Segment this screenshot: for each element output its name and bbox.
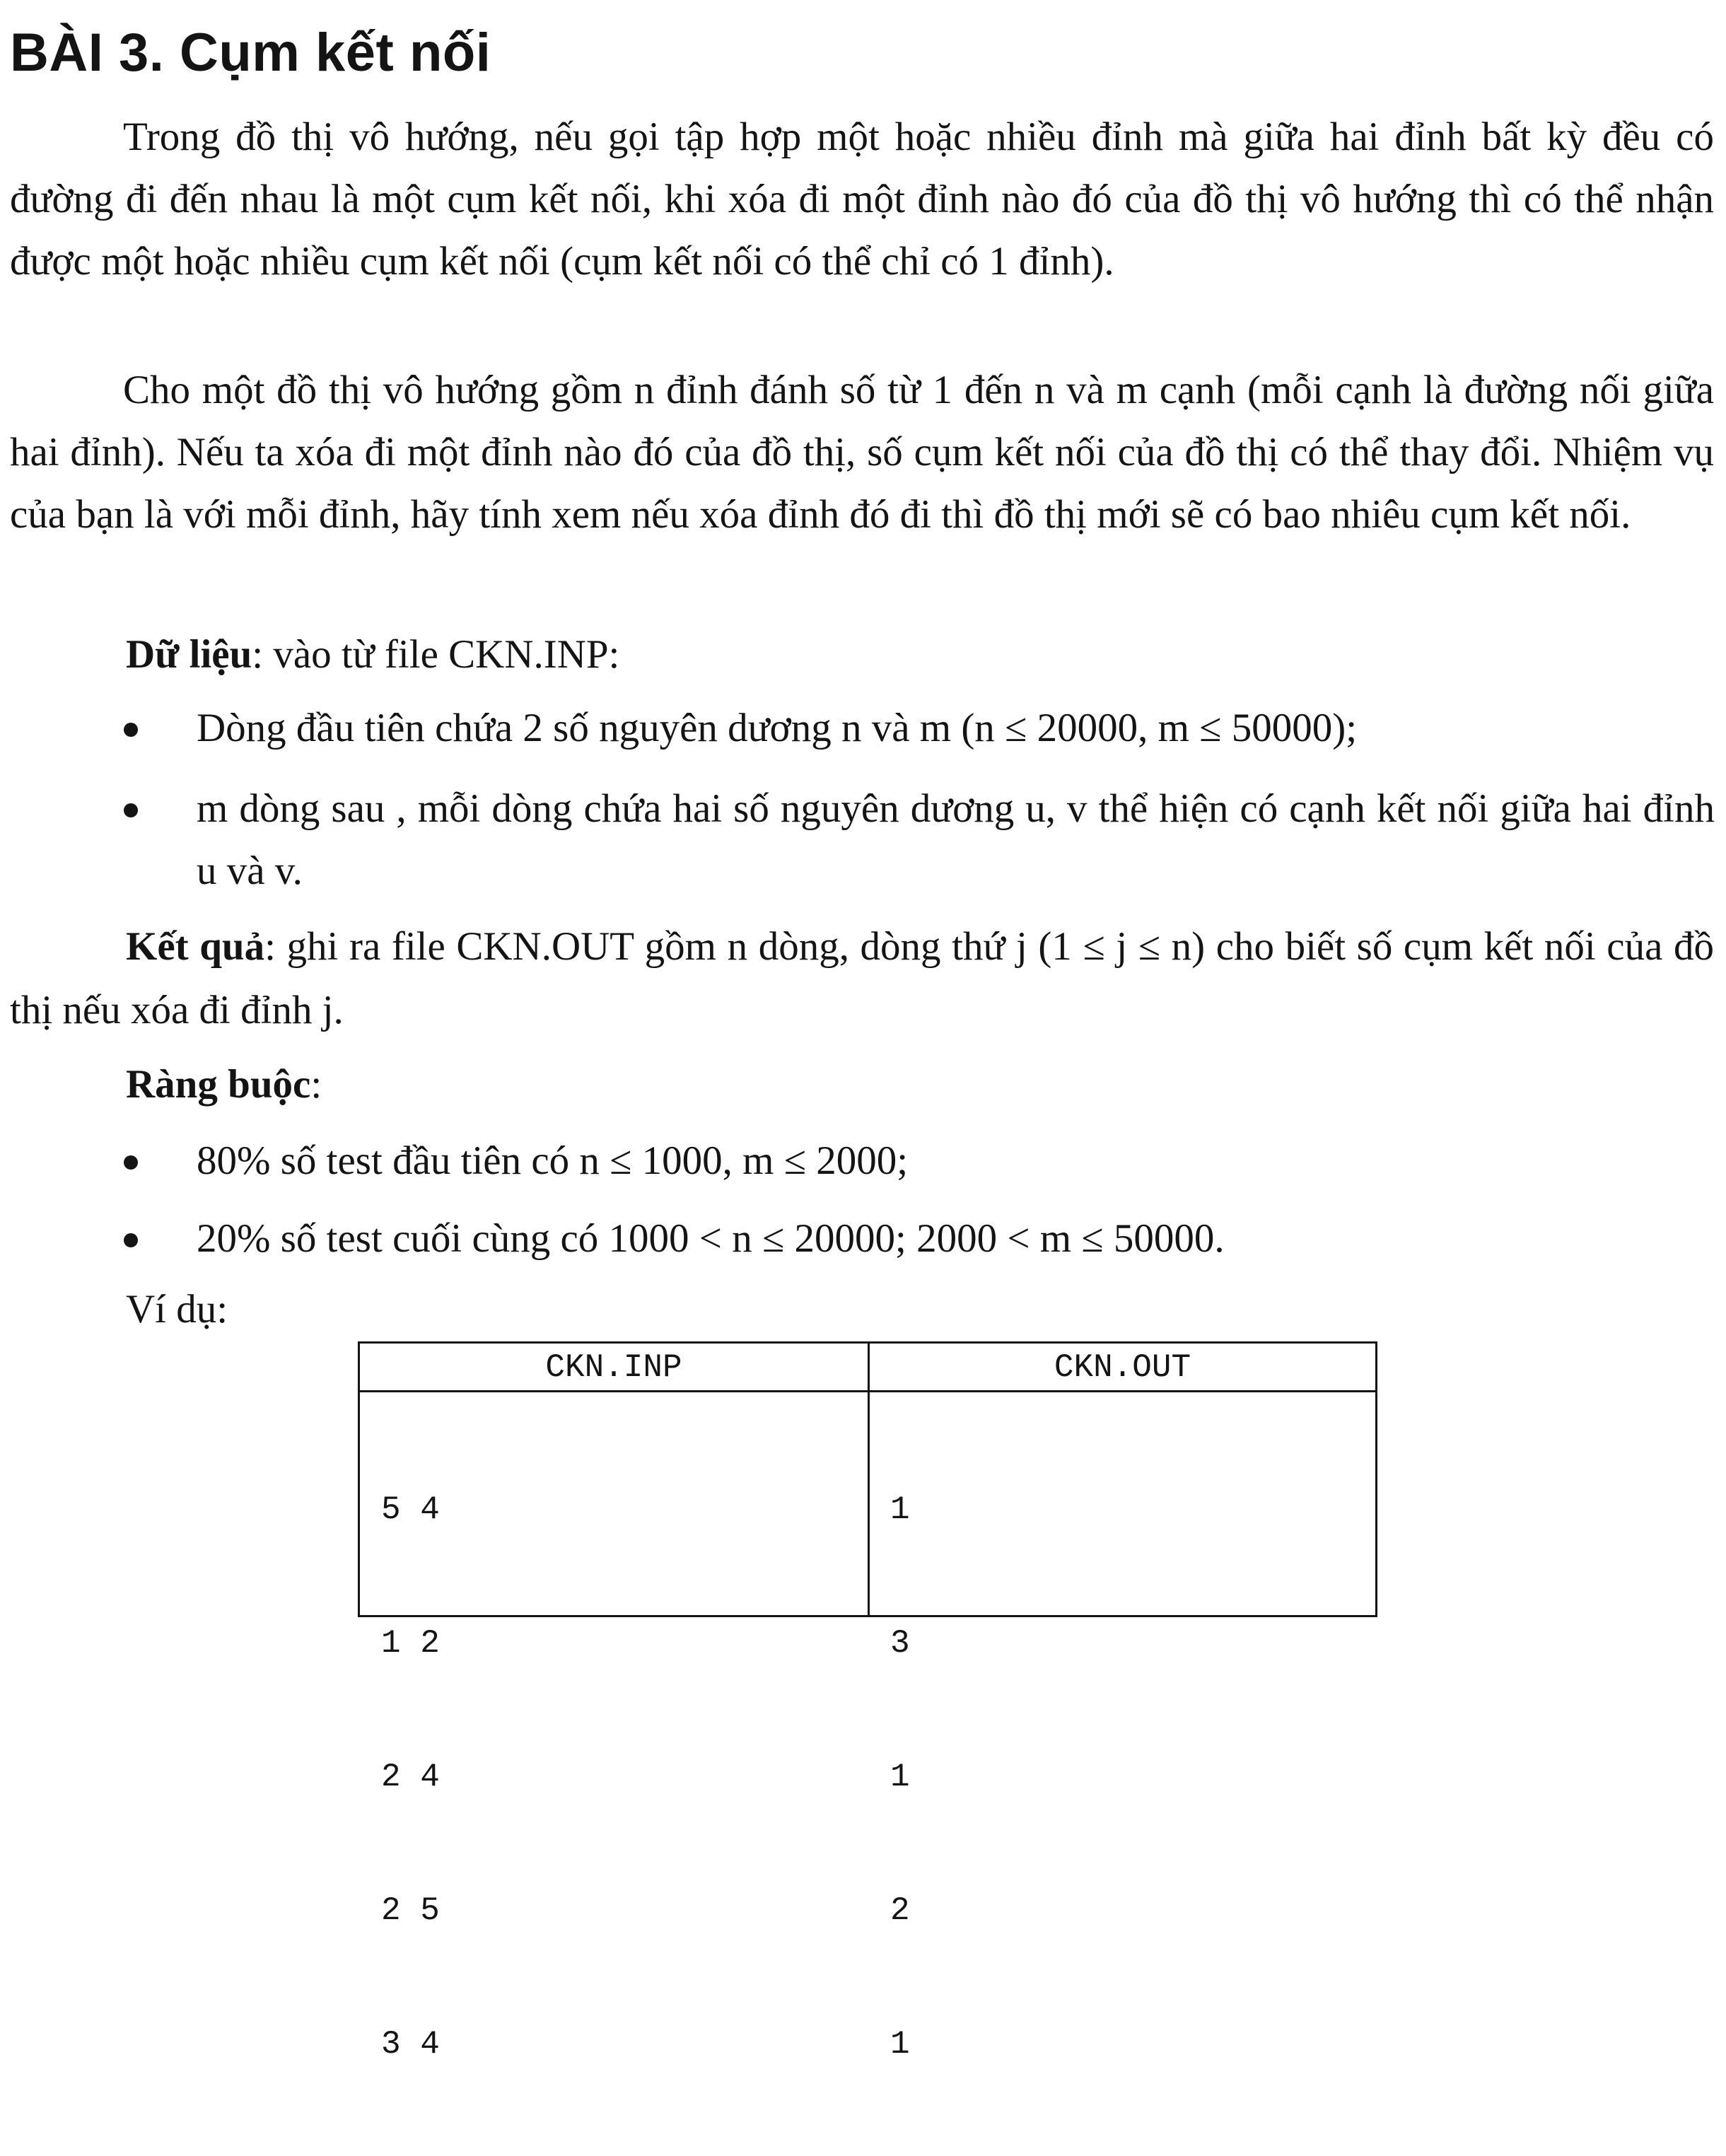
task-text: Cho một đồ thị vô hướng gồm n đỉnh đánh số từ 1 đến n và m cạnh (mỗi cạnh là đường nối giữa hai đỉnh). Nếu ta xóa đi một đỉnh nào đó của đồ thị, số cụm kết nối của đồ thị có thể thay đổi. Nhiệm vụ của bạn là với mỗi đỉnh, hãy tính xem nếu xóa đỉnh đó đi thì đồ thị mới sẽ có bao nhiêu cụm kết nối.: [10, 368, 1714, 537]
intro-text: Trong đồ thị vô hướng, nếu gọi tập hợp một hoặc nhiều đỉnh mà giữa hai đỉnh bất kỳ đều có đường đi đến nhau là một cụm kết nối, khi xóa đi một đỉnh nào đó của đồ thị vô hướng thì có thể nhận được một hoặc nhiều cụm kết nối (cụm kết nối có thể chỉ có 1 đỉnh).: [10, 115, 1714, 284]
output-row: 1: [890, 1491, 910, 1528]
input-description: : vào từ file CKN.INP:: [252, 632, 620, 677]
intro-paragraph: [10, 106, 1714, 293]
input-row: 2 5: [381, 1892, 440, 1929]
input-row: 2 4: [381, 1759, 440, 1795]
problem-title: BÀI 3. Cụm kết nối: [10, 23, 491, 83]
example-table: [358, 1341, 1377, 2063]
constraints-label: Ràng buộc: [126, 1062, 311, 1107]
input-column: [381, 1399, 498, 2156]
example-label: Ví dụ:: [126, 1287, 228, 1332]
output-label: Kết quả: [126, 924, 265, 969]
input-row: 1 2: [381, 1625, 440, 1662]
bullet-dot: [124, 1155, 138, 1170]
input-heading: [126, 624, 619, 686]
constraint-bullet-2-text: 20% số test cuối cùng có 1000 < n ≤ 20000; 2000 < m ≤ 50000.: [197, 1216, 1225, 1261]
input-row: 5 4: [381, 1491, 440, 1528]
output-column: [890, 1399, 1008, 2156]
constraints-heading: [126, 1054, 322, 1116]
table-header-input: CKN.INP: [545, 1349, 682, 1386]
output-row: 1: [890, 1759, 910, 1795]
output-row: 1: [890, 2026, 910, 2063]
output-paragraph: [10, 915, 1714, 1042]
constraints-colon: :: [310, 1062, 322, 1107]
output-description: : ghi ra file CKN.OUT gồm n dòng, dòng thứ j (1 ≤ j ≤ n) cho biết số cụm kết nối của đồ thị nếu xóa đi đỉnh j.: [10, 924, 1714, 1032]
bullet-dot: [124, 723, 138, 737]
input-label: Dữ liệu: [126, 632, 252, 677]
table-header-rule: [360, 1390, 1375, 1392]
bullet-dot: [124, 803, 138, 817]
input-row: 3 4: [381, 2026, 440, 2063]
bullet-dot: [124, 1233, 138, 1247]
output-row: 2: [890, 1892, 910, 1929]
constraint-bullet-1-text: 80% số test đầu tiên có n ≤ 1000, m ≤ 2000;: [197, 1138, 909, 1183]
input-bullet-1-text: Dòng đầu tiên chứa 2 số nguyên dương n và m (n ≤ 20000, m ≤ 50000);: [197, 706, 1358, 750]
table-header-output: CKN.OUT: [1054, 1349, 1191, 1386]
output-row: 3: [890, 1625, 910, 1662]
input-bullet-2-text: m dòng sau , mỗi dòng chứa hai số nguyên dương u, v thể hiện có cạnh kết nối giữa hai đỉnh u và v.: [197, 786, 1715, 893]
task-paragraph: [10, 359, 1714, 546]
